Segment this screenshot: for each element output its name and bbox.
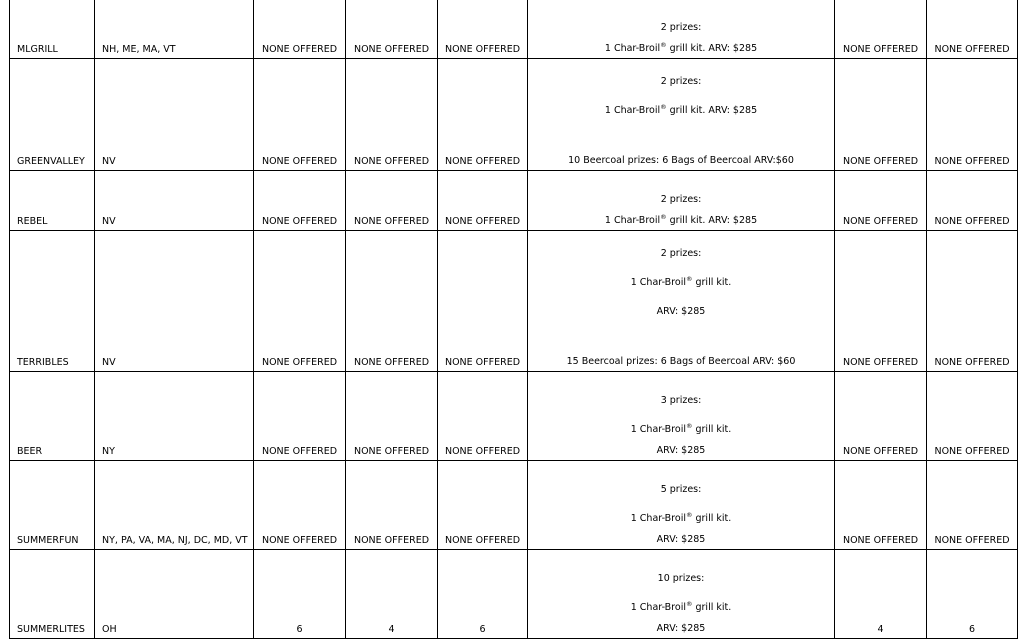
value-cell: NONE OFFERED xyxy=(346,171,438,231)
value-cell: NONE OFFERED xyxy=(438,0,528,59)
states-cell: OH xyxy=(95,550,254,639)
value-cell: NONE OFFERED xyxy=(927,231,1018,372)
prize-line: 1 Char-Broil® grill kit. xyxy=(630,422,732,435)
value-cell: NONE OFFERED xyxy=(346,372,438,461)
table-row xyxy=(10,171,1018,231)
prize-cell xyxy=(528,59,835,171)
value-cell: NONE OFFERED xyxy=(835,231,927,372)
prize-line: 3 prizes: xyxy=(660,395,702,406)
prize-line: 1 Char-Broil® grill kit. xyxy=(630,275,732,288)
value-cell: NONE OFFERED xyxy=(254,231,346,372)
value-cell: NONE OFFERED xyxy=(927,0,1018,59)
value-cell: NONE OFFERED xyxy=(927,461,1018,550)
prize-cell xyxy=(528,372,835,461)
prize-line: 15 Beercoal prizes: 6 Bags of Beercoal ARV: $60 xyxy=(566,356,796,367)
value-cell: NONE OFFERED xyxy=(346,59,438,171)
prize-line: 1 Char-Broil® grill kit. ARV: $285 xyxy=(604,213,758,226)
prize-line: 2 prizes: xyxy=(660,248,702,259)
value-cell: NONE OFFERED xyxy=(438,461,528,550)
code-cell: GREENVALLEY xyxy=(10,59,95,171)
code-cell: MLGRILL xyxy=(10,0,95,59)
prize-line: 2 prizes: xyxy=(660,22,702,33)
value-cell: NONE OFFERED xyxy=(254,171,346,231)
value-cell: NONE OFFERED xyxy=(346,461,438,550)
table-row xyxy=(10,59,1018,171)
states-cell: NV xyxy=(95,231,254,372)
value-cell: 6 xyxy=(438,550,528,639)
value-cell: NONE OFFERED xyxy=(346,0,438,59)
value-cell: NONE OFFERED xyxy=(835,171,927,231)
prize-line: 1 Char-Broil® grill kit. ARV: $285 xyxy=(604,103,758,116)
prize-line: 10 prizes: xyxy=(657,573,705,584)
states-cell: NV xyxy=(95,59,254,171)
code-cell: SUMMERLITES xyxy=(10,550,95,639)
prize-line: 5 prizes: xyxy=(660,484,702,495)
code-cell: SUMMERFUN xyxy=(10,461,95,550)
table-row xyxy=(10,372,1018,461)
value-cell: NONE OFFERED xyxy=(927,59,1018,171)
value-cell: NONE OFFERED xyxy=(438,59,528,171)
value-cell: NONE OFFERED xyxy=(927,171,1018,231)
prize-cell xyxy=(528,550,835,639)
code-cell: REBEL xyxy=(10,171,95,231)
prize-cell xyxy=(528,171,835,231)
value-cell: 4 xyxy=(835,550,927,639)
prize-table xyxy=(9,0,1018,639)
code-cell: TERRIBLES xyxy=(10,231,95,372)
value-cell: NONE OFFERED xyxy=(254,372,346,461)
prize-line: 1 Char-Broil® grill kit. xyxy=(630,511,732,524)
value-cell: NONE OFFERED xyxy=(346,231,438,372)
prize-cell xyxy=(528,0,835,59)
prize-line: 2 prizes: xyxy=(660,194,702,205)
table-row xyxy=(10,231,1018,372)
value-cell: NONE OFFERED xyxy=(438,171,528,231)
prize-line xyxy=(528,326,834,355)
prize-line: 1 Char-Broil® grill kit. xyxy=(630,600,732,613)
prize-line: 2 prizes: xyxy=(660,76,702,87)
code-cell: BEER xyxy=(10,372,95,461)
value-cell: NONE OFFERED xyxy=(927,372,1018,461)
prize-line: ARV: $285 xyxy=(656,445,706,456)
value-cell: 6 xyxy=(254,550,346,639)
value-cell: NONE OFFERED xyxy=(254,59,346,171)
prize-line: ARV: $285 xyxy=(656,534,706,545)
prize-line: 1 Char-Broil® grill kit. ARV: $285 xyxy=(604,41,758,54)
value-cell: NONE OFFERED xyxy=(835,0,927,59)
value-cell: NONE OFFERED xyxy=(835,59,927,171)
prize-line: ARV: $285 xyxy=(656,306,706,317)
table-body xyxy=(10,0,1018,639)
value-cell: NONE OFFERED xyxy=(438,231,528,372)
table-row xyxy=(10,550,1018,639)
value-cell: NONE OFFERED xyxy=(254,461,346,550)
table-row xyxy=(10,0,1018,59)
prize-line xyxy=(528,125,834,154)
value-cell: 4 xyxy=(346,550,438,639)
states-cell: NY, PA, VA, MA, NJ, DC, MD, VT xyxy=(95,461,254,550)
value-cell: NONE OFFERED xyxy=(835,372,927,461)
states-cell: NH, ME, MA, VT xyxy=(95,0,254,59)
prize-cell xyxy=(528,461,835,550)
value-cell: NONE OFFERED xyxy=(835,461,927,550)
prize-line: ARV: $285 xyxy=(656,623,706,634)
states-cell: NY xyxy=(95,372,254,461)
table-row xyxy=(10,461,1018,550)
value-cell: 6 xyxy=(927,550,1018,639)
prize-line: 10 Beercoal prizes: 6 Bags of Beercoal ARV:$60 xyxy=(568,155,794,166)
value-cell: NONE OFFERED xyxy=(254,0,346,59)
value-cell: NONE OFFERED xyxy=(438,372,528,461)
prize-cell xyxy=(528,231,835,372)
states-cell: NV xyxy=(95,171,254,231)
